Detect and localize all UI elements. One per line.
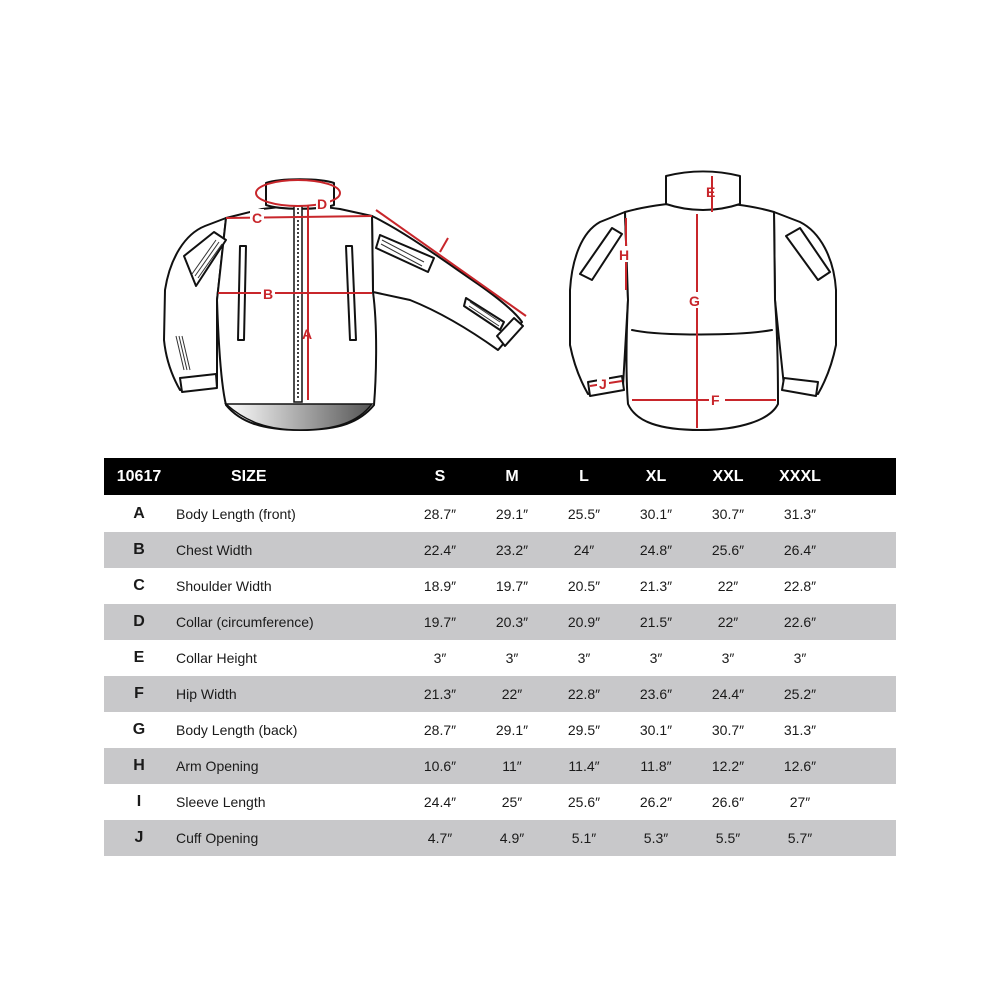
measurement-value: 3″	[721, 650, 735, 666]
row-spacer	[836, 495, 896, 532]
measurement-value: 22″	[717, 578, 739, 594]
row-spacer	[836, 784, 896, 820]
measurement-value: 25.5″	[567, 505, 601, 522]
measurement-value: 25″	[501, 794, 523, 810]
size-col-l: L	[548, 458, 620, 495]
size-col-xl: XL	[620, 458, 692, 495]
table-row	[104, 676, 896, 712]
measurement-value: 20.9″	[548, 604, 620, 640]
row-letter: F	[104, 676, 174, 712]
measurement-value: 21.3″	[639, 578, 673, 594]
row-letter: G	[132, 721, 146, 738]
measurement-value: 21.3″	[404, 676, 476, 712]
measurement-value: 25.6″	[692, 532, 764, 568]
row-spacer	[836, 604, 896, 640]
row-letter: C	[133, 577, 145, 594]
table-row	[104, 712, 896, 748]
svg-text:D: D	[317, 196, 328, 212]
table-row	[104, 568, 896, 604]
size-col-xxl: XXL	[692, 458, 764, 495]
measurement-value: 3″	[793, 650, 807, 666]
measurement-value: 20.5″	[567, 578, 601, 594]
measurement-name: Hip Width	[174, 676, 404, 712]
svg-text:B: B	[263, 286, 274, 302]
row-letter: E	[133, 649, 145, 666]
table-row	[104, 640, 896, 676]
measurement-value: 28.7″	[423, 505, 457, 522]
measurement-value: 30.1″	[639, 505, 673, 522]
measurement-value: 28.7″	[423, 722, 457, 738]
measurement-value: 11.4″	[548, 748, 620, 784]
svg-text:F: F	[711, 392, 720, 408]
measurement-name: Cuff Opening	[174, 820, 404, 856]
measurement-value: 18.9″	[423, 578, 457, 594]
measurement-value: 24.8″	[620, 532, 692, 568]
hem-shading	[226, 404, 372, 430]
header-spacer	[836, 458, 896, 495]
row-spacer	[836, 568, 896, 604]
measurement-name: Body Length (front)	[176, 505, 296, 522]
row-letter: B	[104, 532, 174, 568]
measurement-value: 22.8″	[548, 676, 620, 712]
svg-text:H: H	[619, 247, 630, 263]
row-spacer	[836, 676, 896, 712]
measurement-value: 26.6″	[711, 794, 745, 810]
measurement-value: 27″	[789, 794, 811, 810]
row-letter: A	[133, 504, 145, 522]
measurement-value: 4.9″	[476, 820, 548, 856]
row-letter: I	[136, 793, 142, 810]
row-spacer	[836, 748, 896, 784]
measurement-value: 10.6″	[404, 748, 476, 784]
measurement-value: 5.7″	[764, 820, 836, 856]
measurement-name: Collar (circumference)	[174, 604, 404, 640]
measurement-value: 5.3″	[620, 820, 692, 856]
measurement-value: 3″	[433, 650, 447, 666]
row-letter: D	[104, 604, 174, 640]
measurement-value: 19.7″	[404, 604, 476, 640]
svg-text:E: E	[706, 184, 716, 200]
measurement-value: 31.3″	[783, 722, 817, 738]
measurement-value: 29.5″	[567, 722, 601, 738]
measurement-value: 30.7″	[711, 722, 745, 738]
size-col-xxxl: XXXL	[764, 458, 836, 495]
table-row	[104, 495, 896, 532]
measurement-value: 23.2″	[476, 532, 548, 568]
measurement-value: 4.7″	[404, 820, 476, 856]
row-letter: J	[104, 820, 174, 856]
table-header-row	[104, 458, 896, 495]
product-code: 10617	[104, 458, 174, 495]
measurement-value: 22″	[692, 604, 764, 640]
measurement-value: 5.5″	[692, 820, 764, 856]
table-row	[104, 748, 896, 784]
svg-text:A: A	[302, 326, 313, 342]
measurement-value: 22.6″	[764, 604, 836, 640]
measurement-value: 30.7″	[711, 505, 745, 522]
measurement-value: 19.7″	[495, 578, 529, 594]
measurement-value: 23.6″	[620, 676, 692, 712]
measurement-value: 25.6″	[567, 794, 601, 810]
measurement-value: 24.4″	[423, 794, 457, 810]
measurement-value: 11″	[476, 748, 548, 784]
measurement-value: 31.3″	[783, 505, 817, 522]
measurement-value: 22.4″	[404, 532, 476, 568]
measurement-value: 25.2″	[764, 676, 836, 712]
measurement-name: Arm Opening	[174, 748, 404, 784]
size-col-s: S	[404, 458, 476, 495]
measurement-value: 22.8″	[783, 578, 817, 594]
row-letter: H	[104, 748, 174, 784]
measurement-value: 20.3″	[476, 604, 548, 640]
jacket-diagram	[0, 0, 1000, 450]
row-spacer	[836, 640, 896, 676]
measurement-value: 24″	[548, 532, 620, 568]
table-row	[104, 532, 896, 568]
measurement-value: 11.8″	[620, 748, 692, 784]
measurement-value: 22″	[476, 676, 548, 712]
row-spacer	[836, 712, 896, 748]
table-row	[104, 820, 896, 856]
zipper	[294, 206, 302, 402]
measurement-value: 26.2″	[639, 794, 673, 810]
row-spacer	[836, 820, 896, 856]
measurement-value: 30.1″	[639, 722, 673, 738]
measurement-name: Shoulder Width	[176, 578, 272, 594]
measurement-value: 3″	[649, 650, 663, 666]
measurement-value: 29.1″	[495, 505, 529, 522]
size-col-m: M	[476, 458, 548, 495]
measurement-value: 29.1″	[495, 722, 529, 738]
svg-text:G: G	[689, 293, 700, 309]
measurement-value: 12.2″	[692, 748, 764, 784]
measurement-name: Body Length (back)	[176, 722, 298, 738]
measurement-name: Chest Width	[174, 532, 404, 568]
table-row	[104, 784, 896, 820]
measurement-name: Collar Height	[176, 650, 257, 666]
svg-text:J: J	[599, 376, 607, 392]
measurement-name: Sleeve Length	[176, 794, 266, 810]
measurement-value: 24.4″	[692, 676, 764, 712]
measurement-value: 21.5″	[620, 604, 692, 640]
measurement-value: 3″	[505, 650, 519, 666]
measurement-value: 3″	[577, 650, 591, 666]
measurement-value: 12.6″	[764, 748, 836, 784]
size-header: SIZE	[174, 458, 404, 495]
measurement-value: 26.4″	[764, 532, 836, 568]
measurement-value: 5.1″	[548, 820, 620, 856]
size-chart-table	[104, 458, 896, 856]
svg-text:C: C	[252, 210, 263, 226]
table-row	[104, 604, 896, 640]
row-spacer	[836, 532, 896, 568]
